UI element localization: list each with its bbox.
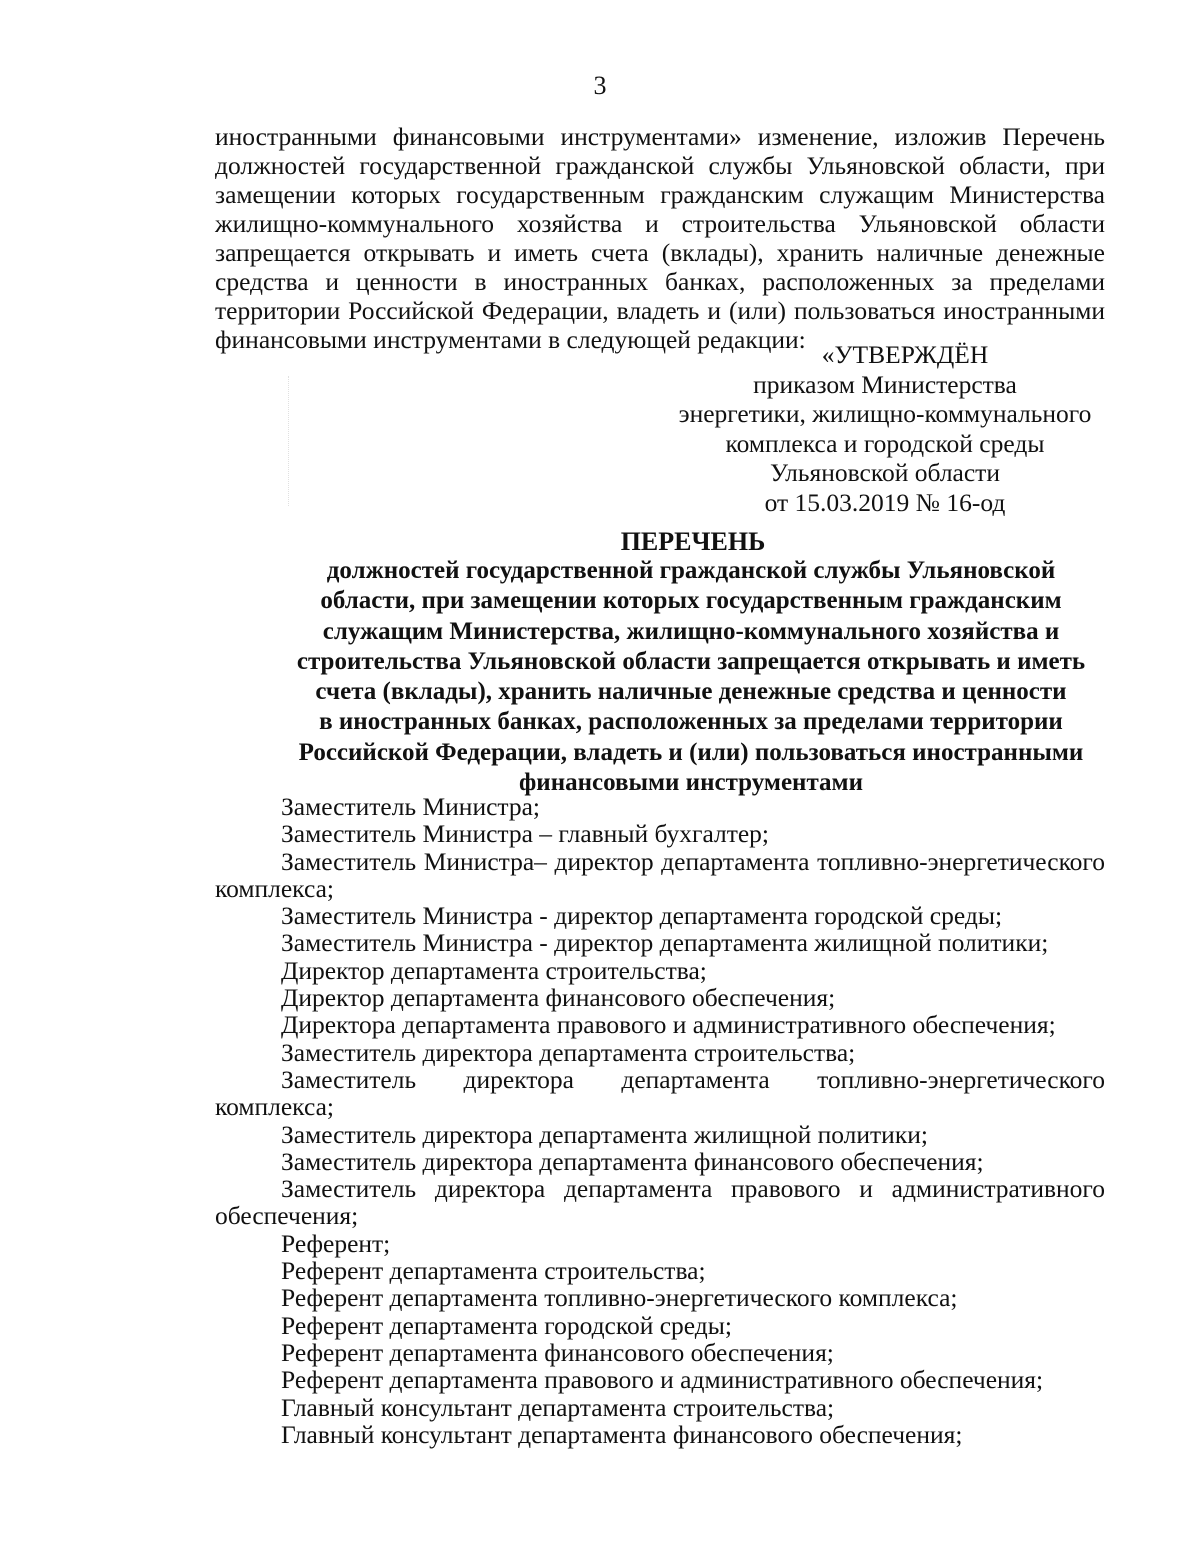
position-text-continued: комплекса; — [215, 1092, 334, 1122]
position-text: Главный консультант департамента финансового обеспечения; — [281, 1419, 963, 1449]
position-text: Заместитель Министра– директор департамента топливно-энергетического — [281, 846, 1105, 876]
approval-line: от 15.03.2019 № 16-од — [764, 487, 1006, 517]
intro-line: средства и ценности в иностранных банках, расположенных за пределами — [215, 267, 1105, 296]
intro-paragraph — [215, 122, 1105, 354]
positions-list — [215, 793, 1105, 1448]
approval-line: «УТВЕРЖДЁН — [821, 340, 989, 369]
position-text: Директора департамента правового и административного обеспечения; — [281, 1010, 1056, 1040]
list-item — [215, 1230, 1105, 1257]
intro-line: запрещается открывать и иметь счета (вклады), хранить наличные денежные — [215, 238, 1105, 267]
list-item — [215, 1284, 1105, 1311]
list-item — [215, 1257, 1105, 1284]
intro-line: иностранными финансовыми инструментами» изменение, изложив Перечень — [215, 122, 1105, 151]
list-item — [215, 1339, 1105, 1366]
intro-line: замещении которых государственным гражданским служащим Министерства — [215, 180, 1105, 209]
subheading-line: строительства Ульяновской области запрещается открывать и иметь — [296, 647, 1086, 675]
subheading-line: служащим Министерства, жилищно-коммунального хозяйства и — [322, 617, 1060, 645]
subheading-line: Российской Федерации, владеть и (или) пользоваться иностранными — [298, 738, 1084, 766]
position-text: Заместитель директора департамента жилищной политики; — [281, 1119, 928, 1149]
intro-line: должностей государственной гражданской службы Ульяновской области, при — [215, 151, 1105, 180]
position-text: Заместитель директора департамента топливно-энергетического — [281, 1064, 1105, 1094]
list-item — [215, 957, 1105, 984]
list-item — [215, 902, 1105, 929]
list-item — [215, 1394, 1105, 1421]
position-text: Заместитель директора департамента правового и административного — [281, 1174, 1105, 1204]
position-text: Директор департамента строительства; — [281, 955, 707, 985]
approval-line: энергетики, жилищно-коммунального — [678, 399, 1092, 428]
position-text: Главный консультант департамента строительства; — [281, 1392, 835, 1422]
position-text: Заместитель директора департамента финансового обеспечения; — [281, 1146, 984, 1176]
position-text: Референт департамента правового и административного обеспечения; — [281, 1365, 1044, 1395]
document-subheading — [285, 556, 1097, 798]
page-number: 3 — [593, 71, 607, 100]
list-item — [215, 984, 1105, 1011]
list-item — [215, 1039, 1105, 1066]
position-text-continued: комплекса; — [215, 873, 334, 903]
position-text: Заместитель Министра; — [281, 792, 541, 821]
approval-stamp-block — [650, 340, 1120, 517]
list-item — [215, 929, 1105, 956]
list-item — [215, 1421, 1105, 1448]
position-text: Заместитель директора департамента строительства; — [281, 1037, 856, 1067]
list-item — [215, 820, 1105, 847]
approval-line: приказом Министерства — [753, 369, 1017, 399]
document-heading: ПЕРЕЧЕНЬ — [620, 527, 766, 556]
list-item — [215, 1175, 1105, 1230]
position-text: Референт департамента топливно-энергетического комплекса; — [281, 1283, 958, 1313]
position-text: Заместитель Министра – главный бухгалтер; — [281, 819, 770, 849]
list-item — [215, 848, 1105, 903]
list-item — [215, 1121, 1105, 1148]
approval-line: Ульяновской области — [770, 458, 1000, 487]
position-text-continued: обеспечения; — [215, 1201, 359, 1231]
list-item — [215, 1366, 1105, 1393]
subheading-line: области, при замещении которых государственным гражданским — [320, 587, 1062, 615]
list-item — [215, 1148, 1105, 1175]
subheading-line: в иностранных банках, расположенных за пределами территории — [319, 708, 1063, 736]
subheading-line: счета (вклады), хранить наличные денежные средства и ценности — [315, 678, 1067, 706]
list-item — [215, 1011, 1105, 1038]
position-text: Заместитель Министра - директор департамента жилищной политики; — [281, 928, 1049, 958]
intro-line: финансовыми инструментами в следующей редакции: — [215, 325, 806, 354]
subheading-line: должностей государственной гражданской службы Ульяновской — [326, 557, 1056, 584]
list-item — [215, 793, 1105, 820]
position-text: Референт департамента городской среды; — [281, 1310, 732, 1340]
approval-line: комплекса и городской среды — [725, 428, 1045, 458]
list-item — [215, 1066, 1105, 1121]
position-text: Референт департамента финансового обеспечения; — [281, 1337, 834, 1367]
position-text: Директор департамента финансового обеспечения; — [281, 983, 836, 1013]
position-text: Референт департамента строительства; — [281, 1256, 706, 1286]
intro-line: территории Российской Федерации, владеть и (или) пользоваться иностранными — [215, 296, 1105, 325]
subheading-line: финансовыми инструментами — [519, 769, 863, 797]
intro-line: жилищно-коммунального хозяйства и строительства Ульяновской области — [215, 209, 1105, 238]
scan-artifact — [288, 376, 291, 506]
position-text: Референт; — [281, 1228, 391, 1258]
list-item — [215, 1312, 1105, 1339]
position-text: Заместитель Министра - директор департамента городской среды; — [281, 901, 1003, 931]
